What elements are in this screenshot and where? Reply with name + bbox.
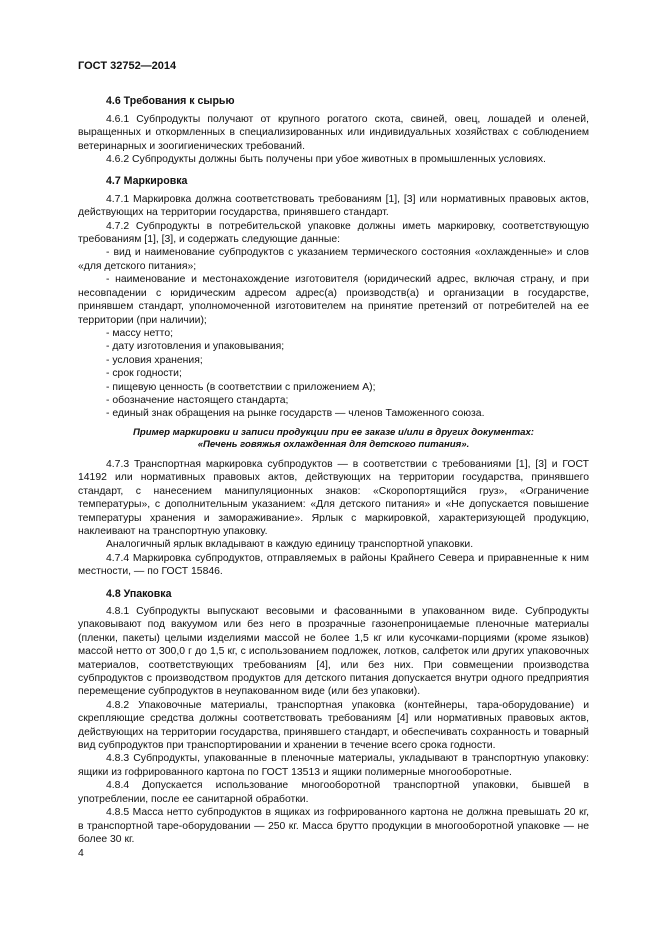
section-title: 4.7 Маркировка: [106, 175, 188, 188]
document-header: ГОСТ 32752—2014: [78, 60, 177, 72]
paragraph: 4.7.4 Маркировка субпродуктов, отправляемых в районы Крайнего Севера и приравненные к ним местности, — по ГОСТ 15846.: [78, 552, 589, 578]
section-title: 4.6 Требования к сырью: [106, 95, 235, 108]
paragraph: 4.8.4 Допускается использование многооборотной транспортной упаковки, бывшей в употреблении, после ее санитарной обработки.: [78, 780, 589, 805]
paragraph: 4.8.5 Масса нетто субпродуктов в ящиках из гофрированного картона не должна превышать 20 кг, в транспортной таре-оборудовании — 250 кг. Масса брутто продукции в многооборотной упаковке — не более 30 кг.: [78, 807, 589, 845]
section-4-7: [78, 175, 589, 578]
list-item: - единый знак обращения на рынке государств — членов Таможенного союза.: [106, 408, 485, 420]
paragraph: Аналогичный ярлык вкладывают в каждую единицу транспортной упаковки.: [106, 539, 474, 551]
page-number: 4: [78, 848, 84, 859]
section-4-8: [78, 588, 589, 847]
list-item: - массу нетто;: [106, 327, 173, 339]
section-title: 4.8 Упаковка: [106, 587, 172, 600]
paragraph: 4.8.2 Упаковочные материалы, транспортная упаковка (контейнеры, тара-оборудование) и скрепляющие средства должны соответствовать требованиям [4] или нормативных правовых актов, действующих на территории государства, принявшего стандарт, и обеспечивать сохранность и товарный вид субпродуктов при транспортировании и хранении в течение всего срока годности.: [78, 699, 589, 752]
paragraph: 4.8.1 Субпродукты выпускают весовыми и фасованными в упакованном виде. Субпродукты упаковывают под вакуумом или без него в прозрачные газонепроницаемые пленочные материалы (пленки, пакеты) целыми изделиями массой не более 1,5 кг или кусочками-порциями (кроме языков) массой нетто от 300,0 г до 1,5 кг, с использованием подложек, лотков, салфеток или других упаковочных материалов, соответствующих требованиям [4], или без них. При совмещении производства субпродуктов с производством продуктов для детского питания допускается внутри одного предприятия перемещение субпродуктов в неупакованном виде (или без упаковки).: [78, 606, 589, 698]
list-item: - дату изготовления и упаковывания;: [106, 341, 285, 353]
list-item: - вид и наименование субпродуктов с указанием термического состояния «охлажденные» и слов «для детского питания»;: [78, 247, 589, 272]
paragraph: 4.7.2 Субпродукты в потребительской упаковке должны иметь маркировку, соответствующую требованиям [1], [3], и содержать следующие данные:: [78, 220, 589, 246]
example-line: Пример маркировки и записи продукции при ее заказе и/или в других документах:: [133, 426, 534, 438]
example-block: [78, 427, 589, 452]
example-line: «Печень говяжья охлажденная для детского питания».: [197, 439, 470, 451]
list-item: - условия хранения;: [106, 354, 203, 366]
paragraph: 4.7.3 Транспортная маркировка субпродуктов — в соответствии с требованиями [1], [3] и ГОСТ 14192 или нормативных правовых актов, действующих на территории государства, принявшего стандарт, с нанесением манипуляционных знаков: «Скоропортящийся груз», «Ограничение температуры», с дополнительным указанием: «Для детского питания» и «Не допускается повышение температуры хранения и замораживание». Ярлык с маркировкой, характеризующей продукцию, наклеивают на транспортную упаковку.: [78, 458, 589, 537]
section-4-6: [78, 95, 589, 166]
list-item: - срок годности;: [106, 368, 182, 380]
list-item: - наименование и местонахождение изготовителя (юридический адрес, включая страну, и при несовпадении с юридическим адресом адрес(а) производств(а) и организации в государстве, принявшем стандарт, уполномоченной изготовителем на принятие претензий от потребителей на ее территории (при наличии);: [78, 274, 589, 326]
list-item: - обозначение настоящего стандарта;: [106, 394, 289, 406]
paragraph: 4.6.1 Субпродукты получают от крупного рогатого скота, свиней, овец, лошадей и оленей, выращенных и откормленных в специализированных или индивидуальных хозяйствах с соблюдением ветеринарных и зоогигиенических требований.: [78, 113, 589, 152]
paragraph: 4.6.2 Субпродукты должны быть получены при убое животных в промышленных условиях.: [106, 154, 546, 166]
paragraph: 4.7.1 Маркировка должна соответствовать требованиям [1], [3] или нормативных правовых актов, действующих на территории государства, принявшего стандарт.: [78, 193, 589, 219]
paragraph: 4.8.3 Субпродукты, упакованные в пленочные материалы, укладывают в транспортную упаковку: ящики из гофрированного картона по ГОСТ 13513 и ящики полимерные многооборотные.: [78, 753, 589, 778]
list-item: - пищевую ценность (в соответствии с приложением А);: [106, 381, 376, 393]
